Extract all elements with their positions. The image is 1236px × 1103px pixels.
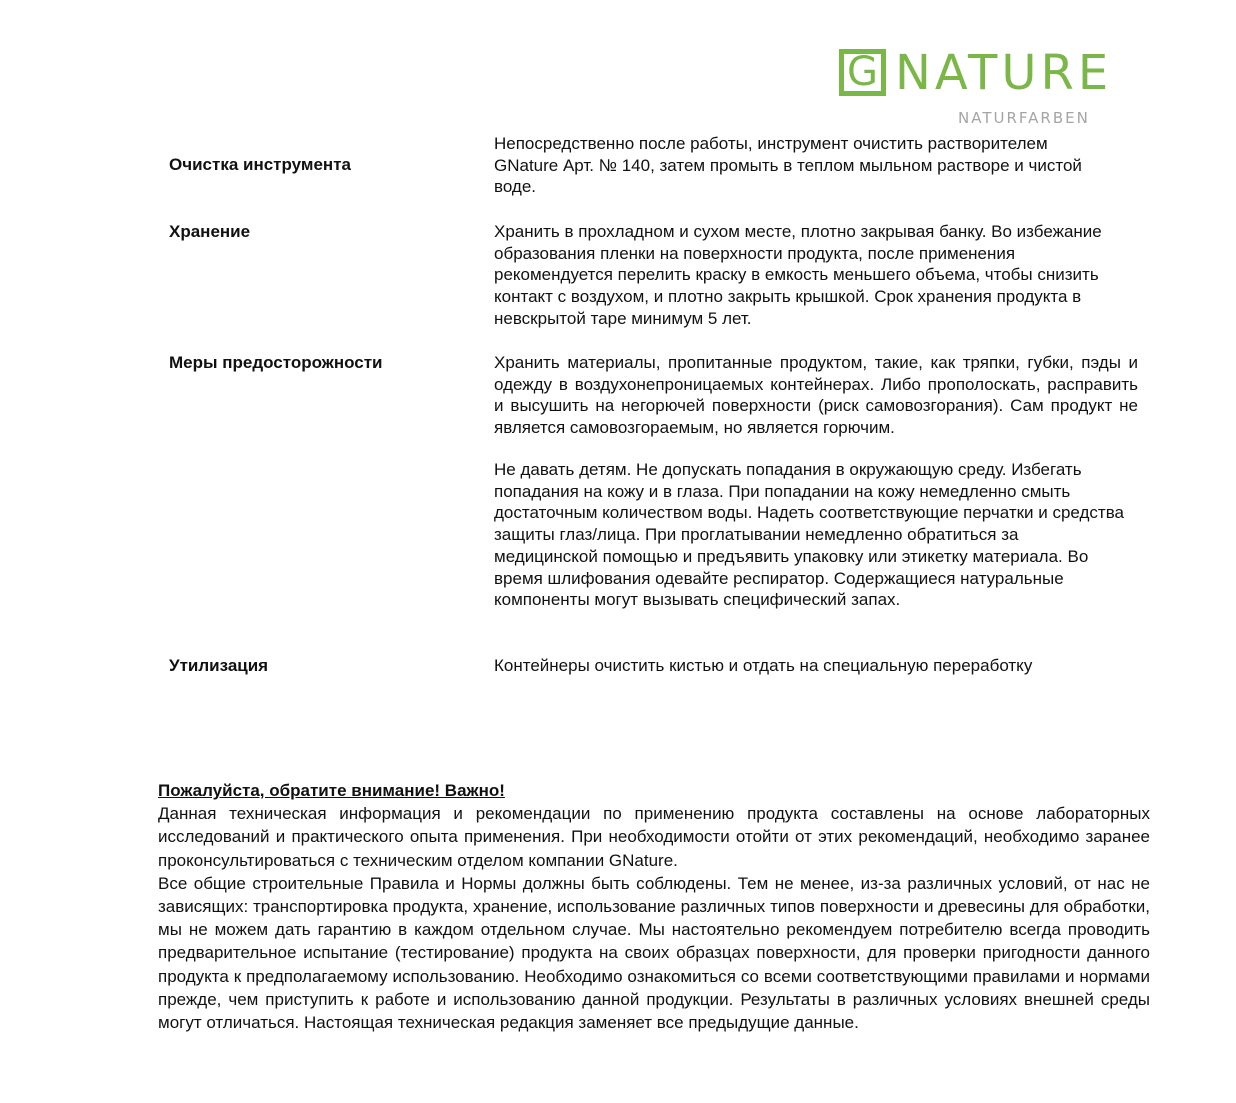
section-text-tool-cleaning: Непосредственно после работы, инструмент очистить растворителем GNature Арт. № 140, затем промыть в теплом мыльном растворе и чистой воде. [494, 134, 1082, 197]
section-text-precautions-2: Не давать детям. Не допускать попадания в окружающую среду. Избегать попадания на кожу и в глаза. При попадании на кожу немедленно смыть достаточным количеством воды. Надеть соответствующие перчатки и средства защиты глаз/лица. При проглатывании немедленно обратиться за медицинской помощью и предъявить упаковку или этикетку материала. Во время шлифования одевайте респиратор. Содержащиеся натуральные компоненты могут вызывать специфический запах. [494, 460, 1125, 610]
section-text-storage: Хранить в прохладном и сухом месте, плотно закрывая банку. Во избежание образования пленки на поверхности продукта, после применения рекомендуется перелить краску в емкость меньшего объема, чтобы снизить контакт с воздухом, и плотно закрыть крышкой. Срок хранения продукта в невскрытой таре минимум 5 лет. [494, 222, 1102, 328]
important-notice [158, 779, 1150, 1034]
notice-paragraph-1: Данная техническая информация и рекомендации по применению продукта составлены на основе лабораторных исследований и практического опыта применения. При необходимости отойти от этих рекомендаций, необходимо заранее проконсультироваться с техническим отделом компании GNature. [158, 804, 1150, 870]
logo-wordmark: NATURE [895, 45, 1113, 101]
notice-title: Пожалуйста, обратите внимание! Важно! [158, 781, 505, 800]
section-label-disposal: Утилизация [169, 656, 269, 675]
notice-paragraph-2: Все общие строительные Правила и Нормы должны быть соблюдены. Тем не менее, из-за различных условий, от нас не зависящих: транспортировка продукта, хранение, использование различных типов поверхности и древесины для обработки, мы не можем дать гарантию в каждом отдельном случае. Мы настоятельно рекомендуем потребителю всегда проводить предварительное испытание (тестирование) продукта на своих образцах поверхности, для проверки пригодности данного продукта к предполагаемому использованию. Необходимо ознакомиться со всеми соответствующими правилами и нормами прежде, чем приступить к работе и использованию данной продукции. Результаты в различных условиях внешней среды могут отличаться. Настоящая техническая редакция заменяет все предыдущие данные. [158, 873, 1150, 1033]
section-label-tool-cleaning: Очистка инструмента [169, 155, 351, 174]
brand-logo [839, 45, 1149, 131]
logo-letter: G [847, 49, 878, 95]
section-text-disposal: Контейнеры очистить кистью и отдать на специальную переработку [494, 656, 1033, 675]
section-label-precautions: Меры предосторожности [169, 353, 383, 372]
section-label-storage: Хранение [169, 222, 251, 241]
section-text-precautions-1: Хранить материалы, пропитанные продуктом, такие, как тряпки, губки, пэды и одежду в воздухонепроницаемых контейнерах. Либо прополоскать, расправить и высушить на негорючей поверхности (риск самовозгорания). Сам продукт не является самовозгораемым, но является горючим. [494, 353, 1138, 438]
logo-subtitle: NATURFARBEN [958, 109, 1090, 127]
